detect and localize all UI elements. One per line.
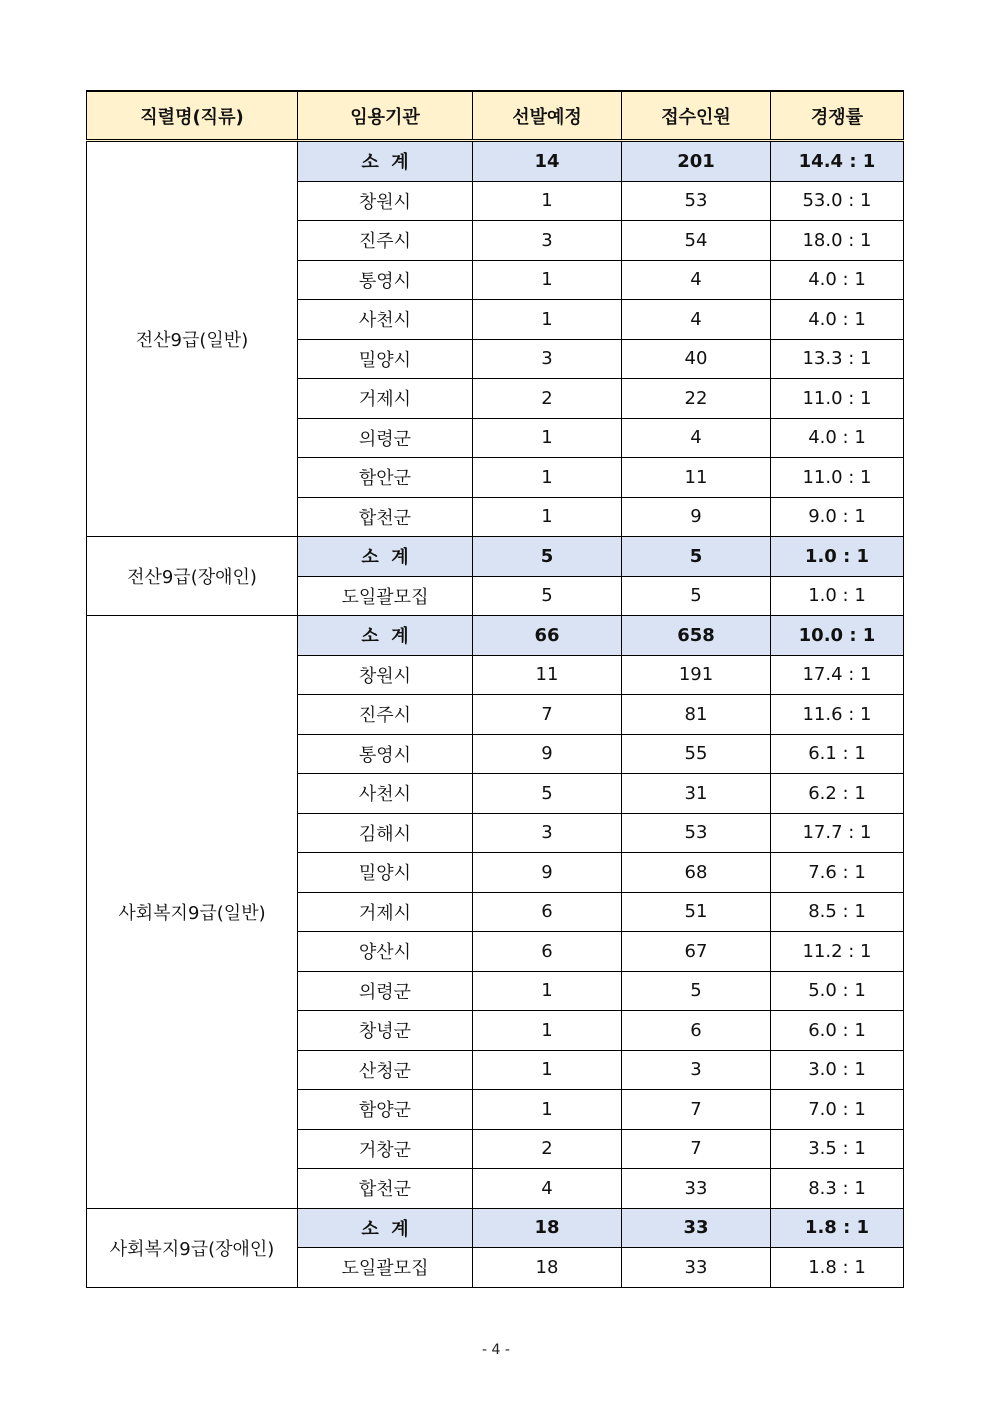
ratio-cell: 14.4 : 1 [771,141,904,182]
ratio-cell: 53.0 : 1 [771,181,904,221]
header-job-series: 직렬명(직류) [87,91,298,141]
planned-cell: 14 [473,141,622,182]
ratio-cell: 11.0 : 1 [771,379,904,419]
agency-cell: 의령군 [298,418,473,458]
ratio-cell: 4.0 : 1 [771,300,904,340]
agency-cell: 거제시 [298,892,473,932]
planned-cell: 18 [473,1248,622,1288]
planned-cell: 1 [473,260,622,300]
planned-cell: 3 [473,339,622,379]
agency-cell: 소 계 [298,616,473,656]
subtotal-row [87,141,904,182]
ratio-cell: 18.0 : 1 [771,221,904,261]
applied-cell: 55 [622,734,771,774]
ratio-cell: 5.0 : 1 [771,971,904,1011]
ratio-cell: 8.5 : 1 [771,892,904,932]
applied-cell: 54 [622,221,771,261]
ratio-cell: 1.0 : 1 [771,576,904,616]
planned-cell: 9 [473,853,622,893]
applied-cell: 201 [622,141,771,182]
ratio-cell: 11.2 : 1 [771,932,904,972]
agency-cell: 함안군 [298,458,473,498]
agency-cell: 양산시 [298,932,473,972]
agency-cell: 함양군 [298,1090,473,1130]
agency-cell: 통영시 [298,260,473,300]
agency-cell: 창원시 [298,181,473,221]
ratio-cell: 7.6 : 1 [771,853,904,893]
agency-cell: 소 계 [298,141,473,182]
job-series-cell: 전산9급(일반) [87,141,298,537]
ratio-cell: 6.1 : 1 [771,734,904,774]
agency-cell: 거제시 [298,379,473,419]
applied-cell: 7 [622,1090,771,1130]
planned-cell: 1 [473,418,622,458]
agency-cell: 합천군 [298,497,473,537]
applied-cell: 11 [622,458,771,498]
ratio-cell: 1.8 : 1 [771,1248,904,1288]
planned-cell: 9 [473,734,622,774]
subtotal-row [87,537,904,577]
subtotal-row [87,1208,904,1248]
agency-cell: 통영시 [298,734,473,774]
table-body [87,141,904,1288]
agency-cell: 사천시 [298,774,473,814]
applied-cell: 67 [622,932,771,972]
applied-cell: 6 [622,1011,771,1051]
applied-cell: 33 [622,1248,771,1288]
ratio-cell: 17.4 : 1 [771,655,904,695]
agency-cell: 진주시 [298,221,473,261]
planned-cell: 1 [473,181,622,221]
header-agency: 임용기관 [298,91,473,141]
ratio-cell: 3.5 : 1 [771,1129,904,1169]
agency-cell: 밀양시 [298,853,473,893]
applied-cell: 4 [622,300,771,340]
planned-cell: 5 [473,576,622,616]
applied-cell: 31 [622,774,771,814]
recruitment-table [86,90,904,1288]
applied-cell: 191 [622,655,771,695]
agency-cell: 창원시 [298,655,473,695]
planned-cell: 1 [473,458,622,498]
agency-cell: 거창군 [298,1129,473,1169]
header-planned: 선발예정 [473,91,622,141]
applied-cell: 4 [622,260,771,300]
ratio-cell: 6.2 : 1 [771,774,904,814]
agency-cell: 도일괄모집 [298,576,473,616]
planned-cell: 1 [473,497,622,537]
planned-cell: 5 [473,537,622,577]
applied-cell: 9 [622,497,771,537]
header-ratio: 경쟁률 [771,91,904,141]
ratio-cell: 1.8 : 1 [771,1208,904,1248]
agency-cell: 합천군 [298,1169,473,1209]
planned-cell: 1 [473,300,622,340]
ratio-cell: 17.7 : 1 [771,813,904,853]
planned-cell: 4 [473,1169,622,1209]
applied-cell: 68 [622,853,771,893]
planned-cell: 1 [473,1011,622,1051]
header-row [87,91,904,141]
applied-cell: 3 [622,1050,771,1090]
header-applied: 접수인원 [622,91,771,141]
ratio-cell: 11.0 : 1 [771,458,904,498]
agency-cell: 김해시 [298,813,473,853]
job-series-cell: 사회복지9급(일반) [87,616,298,1209]
agency-cell: 의령군 [298,971,473,1011]
applied-cell: 7 [622,1129,771,1169]
ratio-cell: 10.0 : 1 [771,616,904,656]
ratio-cell: 11.6 : 1 [771,695,904,735]
ratio-cell: 4.0 : 1 [771,418,904,458]
planned-cell: 6 [473,892,622,932]
planned-cell: 3 [473,221,622,261]
ratio-cell: 1.0 : 1 [771,537,904,577]
planned-cell: 2 [473,1129,622,1169]
agency-cell: 창녕군 [298,1011,473,1051]
applied-cell: 658 [622,616,771,656]
planned-cell: 2 [473,379,622,419]
ratio-cell: 7.0 : 1 [771,1090,904,1130]
planned-cell: 7 [473,695,622,735]
planned-cell: 11 [473,655,622,695]
applied-cell: 33 [622,1208,771,1248]
applied-cell: 81 [622,695,771,735]
applied-cell: 53 [622,813,771,853]
planned-cell: 1 [473,1090,622,1130]
agency-cell: 소 계 [298,537,473,577]
agency-cell: 도일괄모집 [298,1248,473,1288]
applied-cell: 53 [622,181,771,221]
job-series-cell: 전산9급(장애인) [87,537,298,616]
planned-cell: 5 [473,774,622,814]
job-series-cell: 사회복지9급(장애인) [87,1208,298,1287]
ratio-cell: 13.3 : 1 [771,339,904,379]
agency-cell: 밀양시 [298,339,473,379]
agency-cell: 사천시 [298,300,473,340]
applied-cell: 4 [622,418,771,458]
planned-cell: 1 [473,971,622,1011]
planned-cell: 6 [473,932,622,972]
planned-cell: 3 [473,813,622,853]
planned-cell: 66 [473,616,622,656]
applied-cell: 40 [622,339,771,379]
planned-cell: 1 [473,1050,622,1090]
applied-cell: 33 [622,1169,771,1209]
agency-cell: 진주시 [298,695,473,735]
page-number: - 4 - [482,1342,510,1358]
ratio-cell: 9.0 : 1 [771,497,904,537]
agency-cell: 산청군 [298,1050,473,1090]
applied-cell: 5 [622,576,771,616]
ratio-cell: 4.0 : 1 [771,260,904,300]
ratio-cell: 6.0 : 1 [771,1011,904,1051]
applied-cell: 5 [622,537,771,577]
applied-cell: 5 [622,971,771,1011]
ratio-cell: 3.0 : 1 [771,1050,904,1090]
ratio-cell: 8.3 : 1 [771,1169,904,1209]
applied-cell: 22 [622,379,771,419]
planned-cell: 18 [473,1208,622,1248]
subtotal-row [87,616,904,656]
applied-cell: 51 [622,892,771,932]
agency-cell: 소 계 [298,1208,473,1248]
